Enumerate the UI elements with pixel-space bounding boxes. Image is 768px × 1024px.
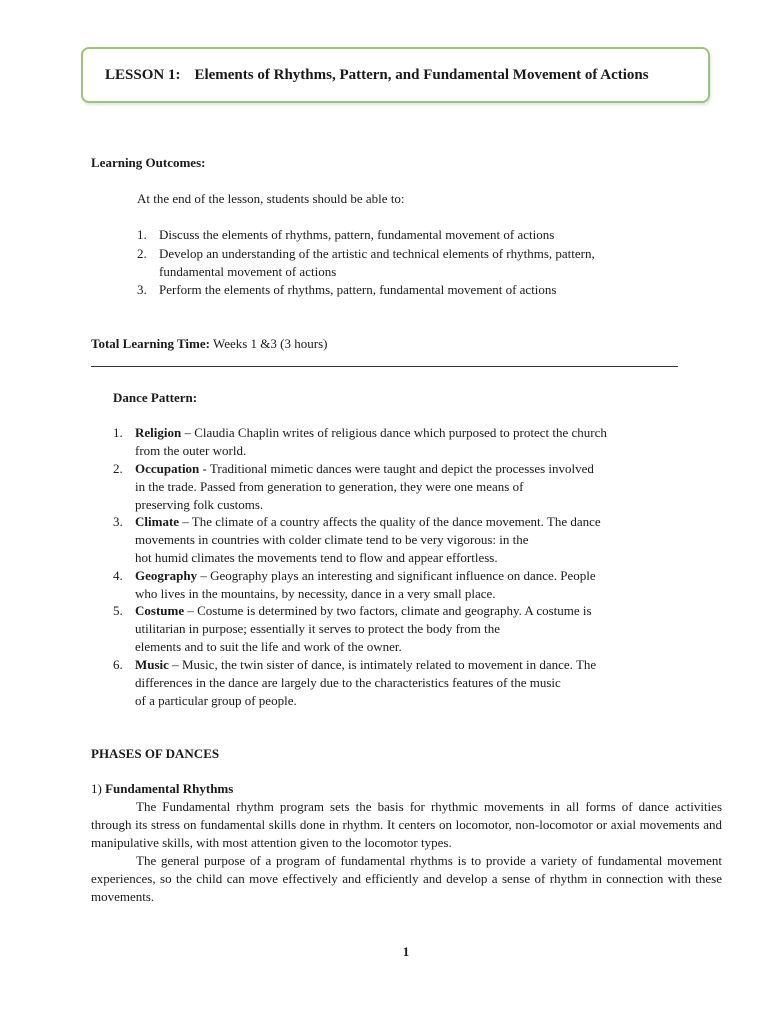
paragraph: The Fundamental rhythm program sets the basis for rhythmic movements in all forms of dance activities through its stress on fundamental skills done in rhythm. It centers on locomotor, non-locomotor or axial movements and manipulative skills, with most attention given to the locomotor types. [91,799,722,850]
pattern-line: - Traditional mimetic dances were taught and depict the processes involved [199,461,594,476]
pattern-line: from the outer world. [135,443,247,458]
phases-sub-title: Fundamental Rhythms [105,781,234,796]
pattern-term: Geography [135,568,198,583]
pattern-line: – Geography plays an interesting and significant influence on dance. People [197,568,596,583]
pattern-line: preserving folk customs. [135,497,264,512]
paragraph: The general purpose of a program of fundamental rhythms is to provide a variety of fundamental movement experiences, so the child can move effectively and efficiently and develop a sense of rhythm in connection with these movements. [91,853,722,904]
pattern-line: in the trade. Passed from generation to generation, they were one means of [135,479,524,494]
lesson-title [105,67,649,84]
pattern-line: elements and to suit the life and work of the owner. [135,639,402,654]
learning-outcomes-intro: At the end of the lesson, students should be able to: [137,191,405,206]
pattern-number: 2. [113,461,123,476]
outcome-line: Develop an understanding of the artistic and technical elements of rhythms, pattern, [159,246,595,261]
outcome-line: Perform the elements of rhythms, pattern, fundamental movement of actions [159,282,557,297]
pattern-line: – The climate of a country affects the quality of the dance movement. The dance [179,514,601,529]
pattern-term: Climate [135,514,180,529]
pattern-line: of a particular group of people. [135,693,297,708]
pattern-line: utilitarian in purpose; essentially it serves to protect the body from the [135,621,500,636]
phases-subheading [91,780,233,798]
pattern-line: who lives in the mountains, by necessity, dance in a very small place. [135,586,496,601]
pattern-term: Occupation [135,461,200,476]
fundamental-rhythms-body [91,798,722,906]
outcome-number: 2. [137,246,147,261]
pattern-line: – Claudia Chaplin writes of religious dance which purposed to protect the church [181,425,607,440]
page-number: 1 [402,944,410,959]
pattern-number: 3. [113,514,123,529]
pattern-line: – Costume is determined by two factors, climate and geography. A costume is [184,603,592,618]
pattern-term: Costume [135,603,185,618]
outcome-number: 3. [137,282,147,297]
outcome-line: fundamental movement of actions [159,264,337,279]
phases-heading: PHASES OF DANCES [91,746,220,761]
outcome-number: 1. [137,227,147,242]
lesson-title-text: Elements of Rhythms, Pattern, and Fundamental Movement of Actions [194,67,649,83]
lesson-label: LESSON 1: [105,67,181,83]
dance-pattern-heading: Dance Pattern: [113,390,198,405]
pattern-number: 4. [113,568,123,583]
learning-time-value: Weeks 1 &3 (3 hours) [209,336,328,351]
pattern-number: 1. [113,425,123,440]
phases-sub-number: 1) [91,781,106,796]
horizontal-divider [91,366,678,367]
learning-outcomes-heading: Learning Outcomes: [91,155,206,170]
lesson-title-box [81,47,710,103]
learning-time-label: Total Learning Time: [91,336,210,351]
learning-time [91,335,327,353]
pattern-number: 6. [113,657,123,672]
pattern-number: 5. [113,603,123,618]
pattern-term: Religion [135,425,182,440]
pattern-term: Music [135,657,169,672]
pattern-line: movements in countries with colder climate tend to be very vigorous: in the [135,532,529,547]
outcome-line: Discuss the elements of rhythms, pattern, fundamental movement of actions [159,227,555,242]
pattern-line: differences in the dance are largely due to the characteristics features of the music [135,675,561,690]
pattern-line: – Music, the twin sister of dance, is intimately related to movement in dance. The [168,657,597,672]
pattern-line: hot humid climates the movements tend to flow and appear effortless. [135,550,498,565]
